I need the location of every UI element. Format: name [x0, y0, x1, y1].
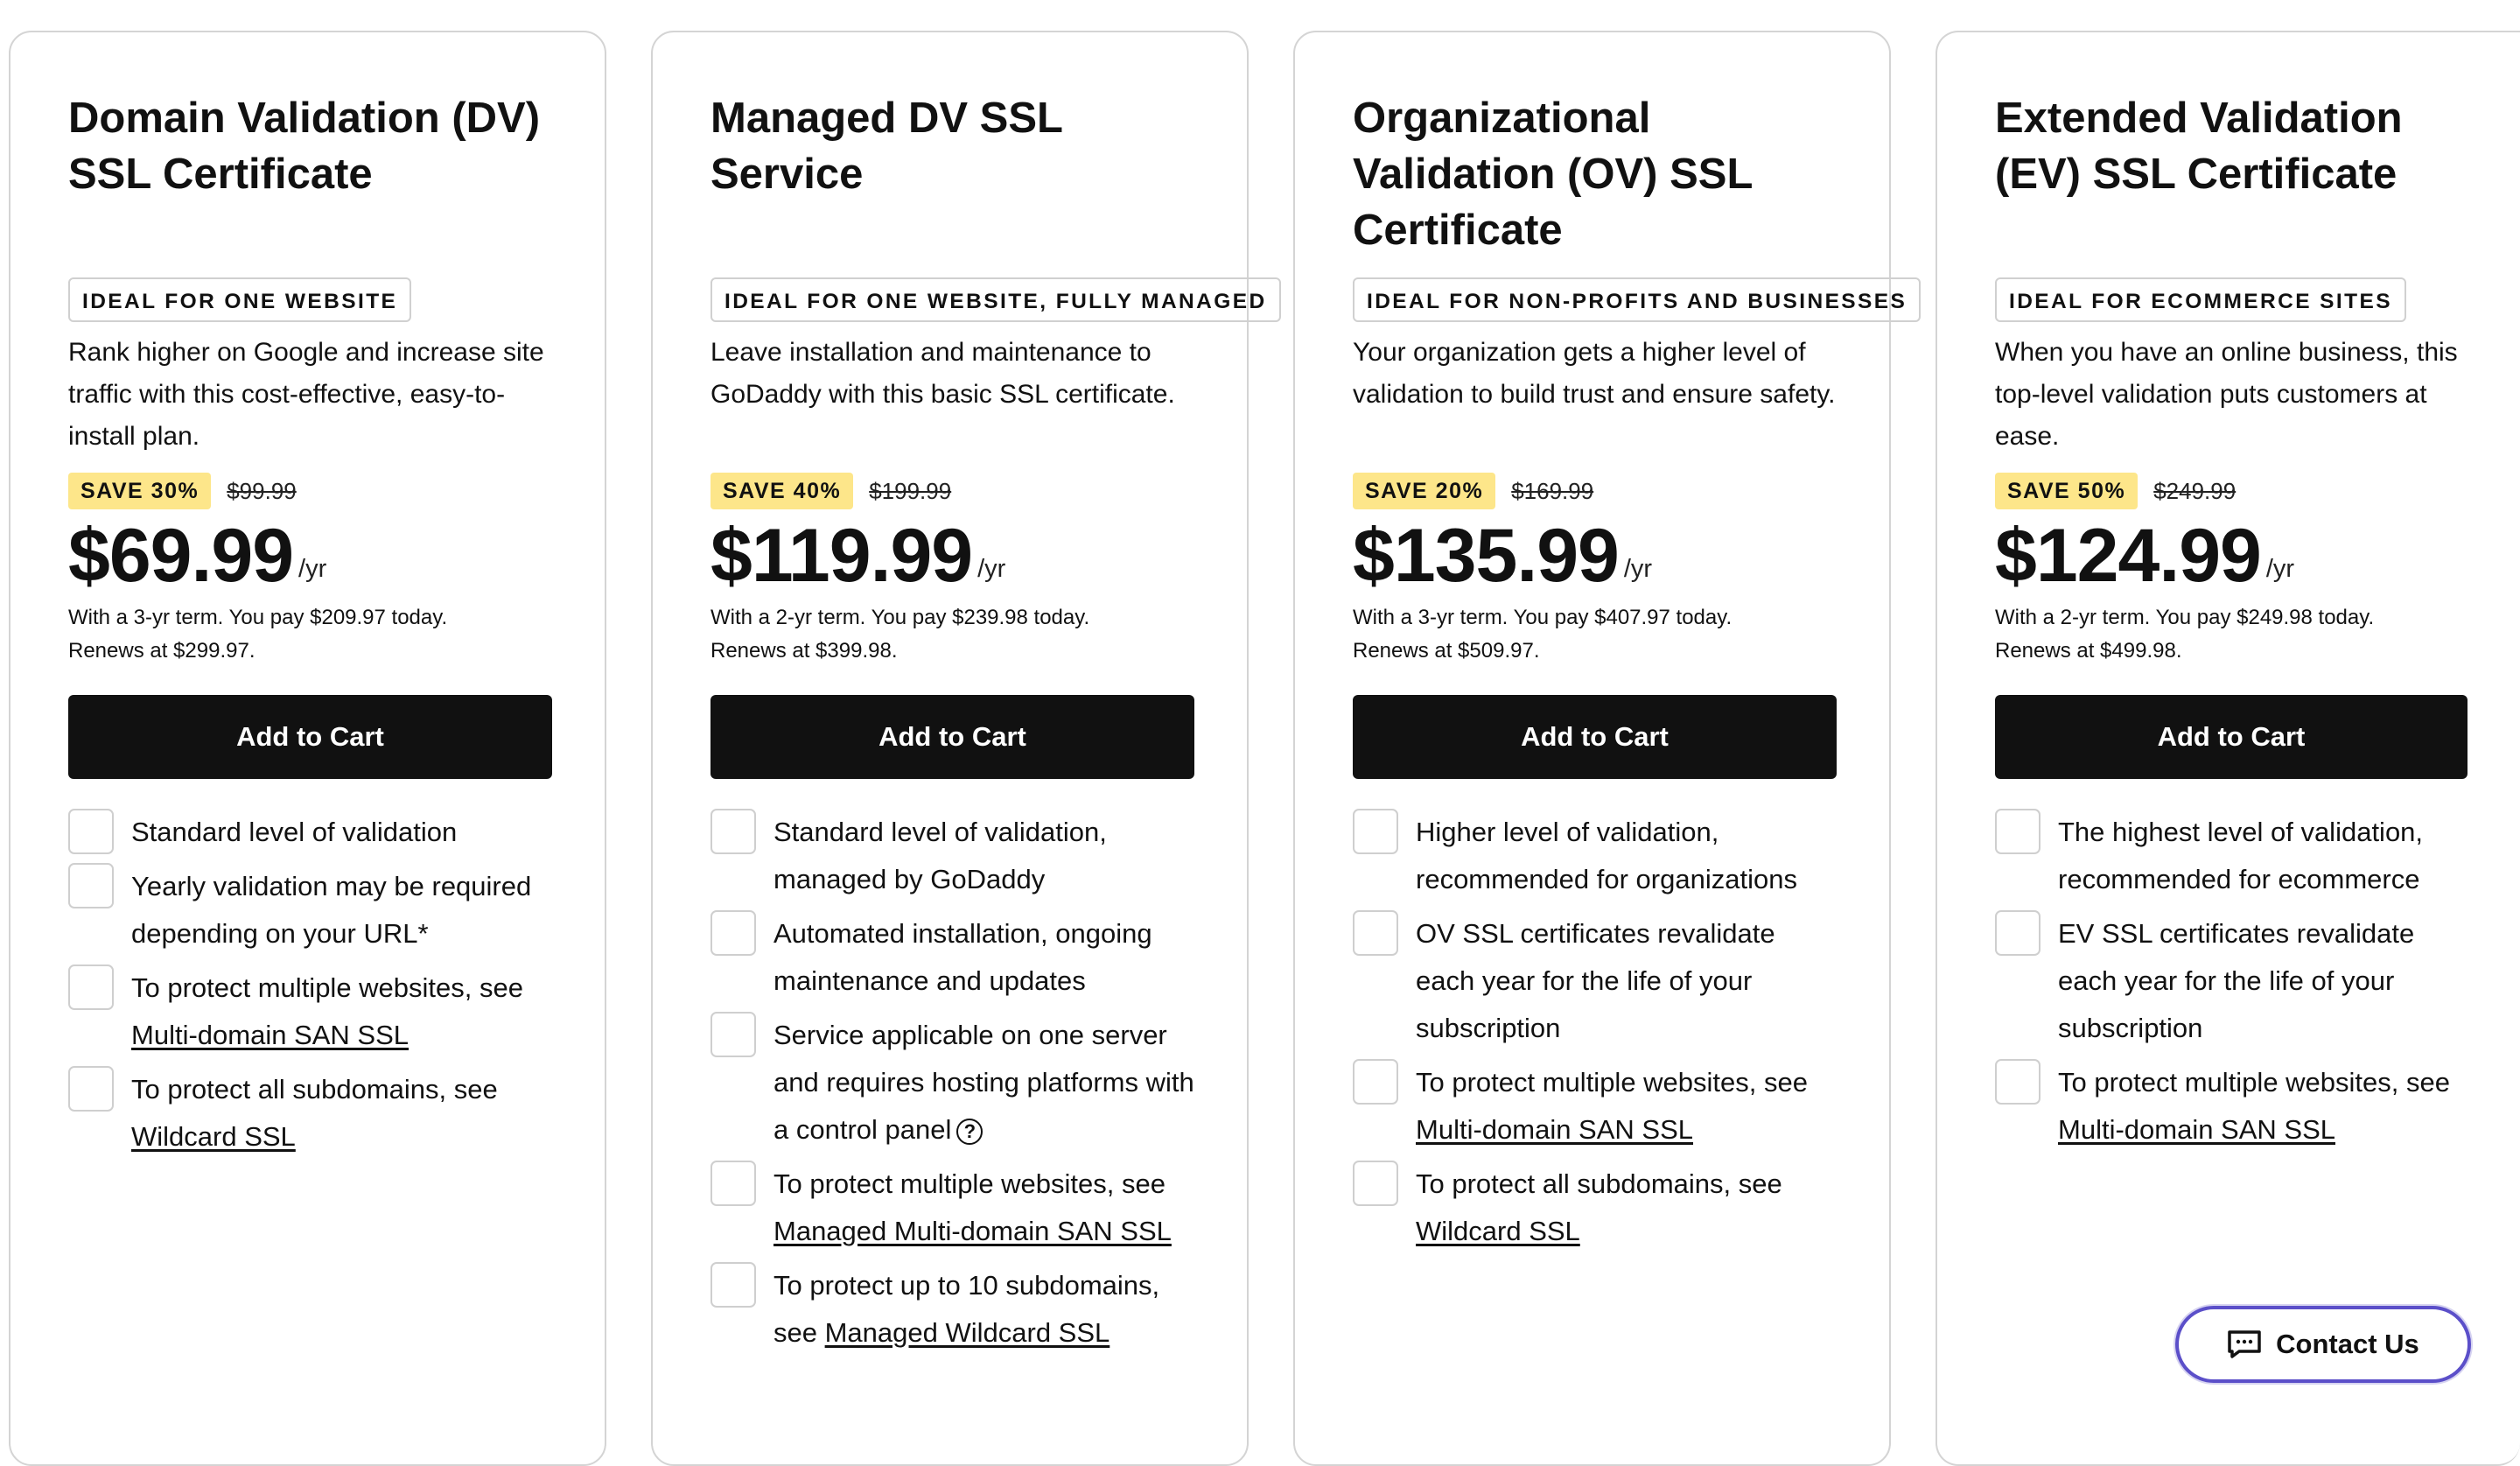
- feature-item: [1353, 910, 1837, 1052]
- discount-row: [68, 472, 552, 510]
- feature-text: To protect multiple websites, see Managed Multi-domain SAN SSL: [774, 1168, 1172, 1246]
- chat-icon: [2227, 1329, 2262, 1359]
- term-payment: With a 2-yr term. You pay $249.98 today.: [1995, 606, 2375, 629]
- feature-item: [710, 809, 1194, 903]
- feature-item: [68, 809, 552, 856]
- feature-item: [1995, 1059, 2468, 1154]
- card-content: [1995, 90, 2468, 1161]
- feature-checkbox[interactable]: [1353, 910, 1398, 956]
- feature-item: [1995, 910, 2468, 1052]
- feature-text: To protect multiple websites, see Multi-domain SAN SSL: [131, 972, 523, 1050]
- feature-checkbox[interactable]: [710, 1161, 756, 1206]
- term-renewal: Renews at $509.97.: [1353, 639, 1540, 663]
- save-badge: SAVE 50%: [1995, 473, 2138, 509]
- feature-checkbox[interactable]: [1995, 809, 2040, 854]
- save-badge: SAVE 20%: [1353, 473, 1495, 509]
- card-title: Organizational Validation (OV) SSL Certificate: [1353, 95, 1753, 254]
- feature-text: Automated installation, ongoing maintenance and updates: [774, 918, 1152, 996]
- feature-text: OV SSL certificates revalidate each year for the life of your subscription: [1416, 918, 1775, 1043]
- feature-text: Service applicable on one server and requires hosting platforms with a control panel ?: [774, 1020, 1194, 1145]
- feature-checkbox[interactable]: [68, 964, 114, 1010]
- card-title: Extended Validation (EV) SSL Certificate: [1995, 95, 2403, 198]
- discount-row: [1353, 472, 1837, 510]
- feature-list: [710, 809, 1194, 1357]
- term-details: [1995, 601, 2468, 668]
- term-payment: With a 2-yr term. You pay $239.98 today.: [710, 606, 1090, 629]
- feature-text: Yearly validation may be required depending on your URL*: [131, 871, 532, 949]
- feature-checkbox[interactable]: [710, 910, 756, 956]
- price-period: /yr: [2265, 555, 2295, 583]
- price-line: [1995, 514, 2468, 598]
- save-badge: SAVE 40%: [710, 473, 853, 509]
- card-title: Managed DV SSL Service: [710, 95, 1063, 198]
- contact-us-button[interactable]: [2175, 1306, 2471, 1383]
- multi-domain-san-ssl-link[interactable]: Multi-domain SAN SSL: [2058, 1114, 2336, 1145]
- price-period: /yr: [298, 555, 327, 583]
- term-renewal: Renews at $499.98.: [1995, 639, 2182, 663]
- feature-text: EV SSL certificates revalidate each year for the life of your subscription: [2058, 918, 2415, 1043]
- term-renewal: Renews at $399.98.: [710, 639, 898, 663]
- price-period: /yr: [977, 555, 1006, 583]
- feature-item: [1995, 809, 2468, 903]
- card-description: Rank higher on Google and increase site traffic with this cost-effective, easy-to-install plan.: [68, 338, 544, 451]
- price-line: [710, 514, 1194, 598]
- feature-item: [1353, 1161, 1837, 1255]
- feature-list: [68, 809, 552, 1161]
- feature-text: To protect multiple websites, see Multi-domain SAN SSL: [1416, 1067, 1808, 1145]
- card-managed-dv-ssl: [651, 31, 1267, 1466]
- card-dv-ssl: [9, 31, 606, 1466]
- original-price: $99.99: [227, 477, 297, 504]
- feature-text: The highest level of validation, recommended for ecommerce: [2058, 817, 2424, 894]
- managed-wildcard-ssl-link[interactable]: Managed Wildcard SSL: [824, 1317, 1110, 1348]
- original-price: $199.99: [869, 477, 952, 504]
- term-renewal: Renews at $299.97.: [68, 639, 256, 663]
- add-to-cart-button[interactable]: Add to Cart: [1995, 695, 2468, 779]
- feature-checkbox[interactable]: [68, 1066, 114, 1112]
- card-title: Domain Validation (DV) SSL Certificate: [68, 95, 541, 198]
- discount-row: [710, 472, 1194, 510]
- feature-item: [710, 1161, 1194, 1255]
- wildcard-ssl-link[interactable]: Wildcard SSL: [131, 1121, 296, 1152]
- original-price: $249.99: [2153, 477, 2236, 504]
- price-period: /yr: [1623, 555, 1653, 583]
- help-icon[interactable]: ?: [956, 1119, 983, 1145]
- save-badge: SAVE 30%: [68, 473, 211, 509]
- original-price: $169.99: [1511, 477, 1594, 504]
- feature-text: To protect up to 10 subdomains, see Managed Wildcard SSL: [774, 1270, 1160, 1348]
- feature-item: [1353, 809, 1837, 903]
- feature-item: [68, 964, 552, 1059]
- contact-us-label: Contact Us: [2276, 1329, 2419, 1359]
- ideal-for-tag: IDEAL FOR ECOMMERCE SITES: [1995, 277, 2406, 322]
- card-description: When you have an online business, this top-level validation puts customers at ease.: [1995, 338, 2458, 451]
- feature-checkbox[interactable]: [1995, 1059, 2040, 1105]
- feature-checkbox[interactable]: [1353, 809, 1398, 854]
- card-content: [710, 90, 1267, 1364]
- card-ev-ssl: [1936, 31, 2520, 1466]
- feature-item: [68, 1066, 552, 1161]
- feature-checkbox[interactable]: [68, 863, 114, 908]
- feature-item: [1353, 1059, 1837, 1154]
- feature-item: [710, 910, 1194, 1005]
- multi-domain-san-ssl-link[interactable]: Multi-domain SAN SSL: [1416, 1114, 1694, 1145]
- feature-checkbox[interactable]: [710, 809, 756, 854]
- ideal-for-tag: IDEAL FOR ONE WEBSITE: [68, 277, 411, 322]
- feature-checkbox[interactable]: [710, 1262, 756, 1308]
- card-content: [1353, 90, 1908, 1262]
- card-description: Leave installation and maintenance to GoDaddy with this basic SSL certificate.: [710, 338, 1175, 409]
- feature-text: To protect all subdomains, see Wildcard SSL: [1416, 1168, 1782, 1246]
- feature-checkbox[interactable]: [1353, 1161, 1398, 1206]
- card-description: Your organization gets a higher level of validation to build trust and ensure safety.: [1353, 338, 1836, 409]
- ideal-for-tag: IDEAL FOR ONE WEBSITE, FULLY MANAGED: [710, 277, 1281, 322]
- price: $124.99: [1995, 514, 2261, 598]
- multi-domain-san-ssl-link[interactable]: Multi-domain SAN SSL: [131, 1020, 410, 1050]
- feature-text: To protect multiple websites, see Multi-domain SAN SSL: [2058, 1067, 2450, 1145]
- wildcard-ssl-link[interactable]: Wildcard SSL: [1416, 1216, 1580, 1246]
- card-ov-ssl: [1293, 31, 1908, 1466]
- feature-text: Standard level of validation, managed by GoDaddy: [774, 817, 1107, 894]
- feature-text: To protect all subdomains, see Wildcard SSL: [131, 1074, 498, 1152]
- price: $135.99: [1353, 514, 1619, 598]
- feature-checkbox[interactable]: [1353, 1059, 1398, 1105]
- add-to-cart-button[interactable]: Add to Cart: [1353, 695, 1837, 779]
- term-details: [710, 601, 1194, 668]
- term-details: [1353, 601, 1837, 668]
- term-payment: With a 3-yr term. You pay $407.97 today.: [1353, 606, 1732, 629]
- price: $119.99: [710, 514, 973, 598]
- term-payment: With a 3-yr term. You pay $209.97 today.: [68, 606, 448, 629]
- feature-item: [710, 1262, 1194, 1357]
- feature-checkbox[interactable]: [1995, 910, 2040, 956]
- feature-text: Higher level of validation, recommended for organizations: [1416, 817, 1797, 894]
- card-content: [68, 90, 552, 1168]
- add-to-cart-button[interactable]: Add to Cart: [68, 695, 552, 779]
- feature-checkbox[interactable]: [68, 809, 114, 854]
- add-to-cart-button[interactable]: Add to Cart: [710, 695, 1194, 779]
- feature-list: [1353, 809, 1837, 1255]
- price-line: [68, 514, 552, 598]
- managed-multi-domain-san-ssl-link[interactable]: Managed Multi-domain SAN SSL: [774, 1216, 1172, 1246]
- ideal-for-tag: IDEAL FOR NON-PROFITS AND BUSINESSES: [1353, 277, 1921, 322]
- discount-row: [1995, 472, 2468, 510]
- feature-item: [68, 863, 552, 957]
- feature-checkbox[interactable]: [710, 1012, 756, 1057]
- term-details: [68, 601, 552, 668]
- price: $69.99: [68, 514, 294, 598]
- price-line: [1353, 514, 1837, 598]
- feature-list: [1995, 809, 2468, 1154]
- feature-text: Standard level of validation: [131, 817, 458, 847]
- feature-item: [710, 1012, 1194, 1154]
